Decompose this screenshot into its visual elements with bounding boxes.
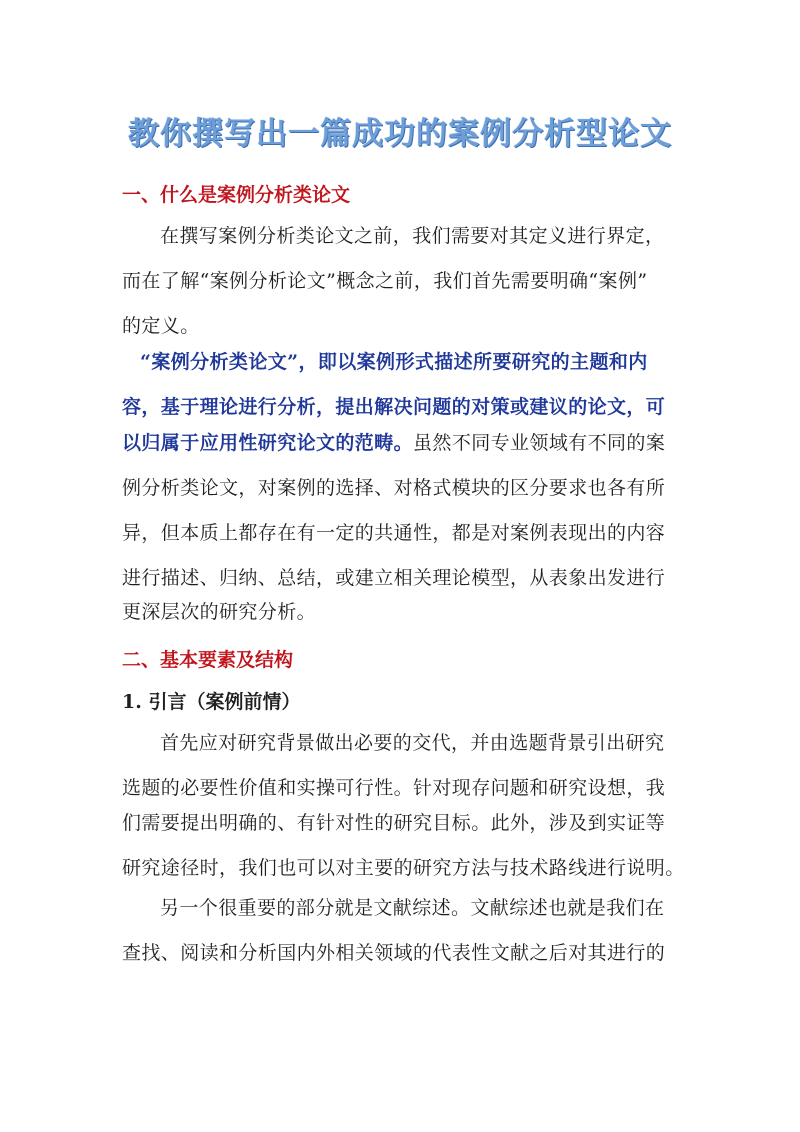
intro-para1-line: 研究途径时，我们也可以对主要的研究方法与技术路线进行说明。 xyxy=(122,857,685,879)
definition-continuation: 虽然不同专业领域有不同的案 xyxy=(413,432,666,454)
definition-mixed-line xyxy=(122,431,682,455)
definition-emphasis-line: 容，基于理论进行分析，提出解决问题的对策或建议的论文，可 xyxy=(122,396,666,418)
intro-para1-line: 首先应对研究背景做出必要的交代，并由选题背景引出研究 xyxy=(160,732,665,754)
definition-emphasis-tail: 以归属于应用性研究论文的范畴。 xyxy=(122,432,414,454)
section1-para2-line: 例分析类论文，对案例的选择、对格式模块的区分要求也各有所 xyxy=(122,477,666,499)
subsection-intro-heading: 1. 引言（案例前情） xyxy=(122,691,301,713)
section1-para1-line: 而在了解“案例分析论文”概念之前，我们首先需要明确“案例” xyxy=(122,270,648,292)
section1-para1-line: 在撰写案例分析类论文之前，我们需要对其定义进行界定， xyxy=(160,225,665,247)
section1-heading: 一、什么是案例分析类论文 xyxy=(122,184,351,206)
intro-para1-line: 们需要提出明确的、有针对性的研究目标。此外，涉及到实证等 xyxy=(122,812,666,834)
intro-para2-line: 另一个很重要的部分就是文献综述。文献综述也就是我们在 xyxy=(160,897,665,919)
definition-emphasis-line: “案例分析类论文”，即以案例形式描述所要研究的主题和内 xyxy=(140,351,648,373)
intro-para2-line: 查找、阅读和分析国内外相关领域的代表性文献之后对其进行的 xyxy=(122,942,666,964)
section1-para1-line: 的定义。 xyxy=(122,315,200,337)
section1-para2-line: 进行描述、归纳、总结，或建立相关理论模型，从表象出发进行 xyxy=(122,567,666,589)
section2-heading: 二、基本要素及结构 xyxy=(122,649,294,671)
section1-para2-line: 更深层次的研究分析。 xyxy=(122,601,317,623)
intro-para1-line: 选题的必要性价值和实操可行性。针对现存问题和研究设想，我 xyxy=(122,777,666,799)
section1-para2-line: 异，但本质上都存在有一定的共通性，都是对案例表现出的内容 xyxy=(122,522,666,544)
document-title: 教你撰写出一篇成功的案例分析型论文 xyxy=(128,116,672,152)
